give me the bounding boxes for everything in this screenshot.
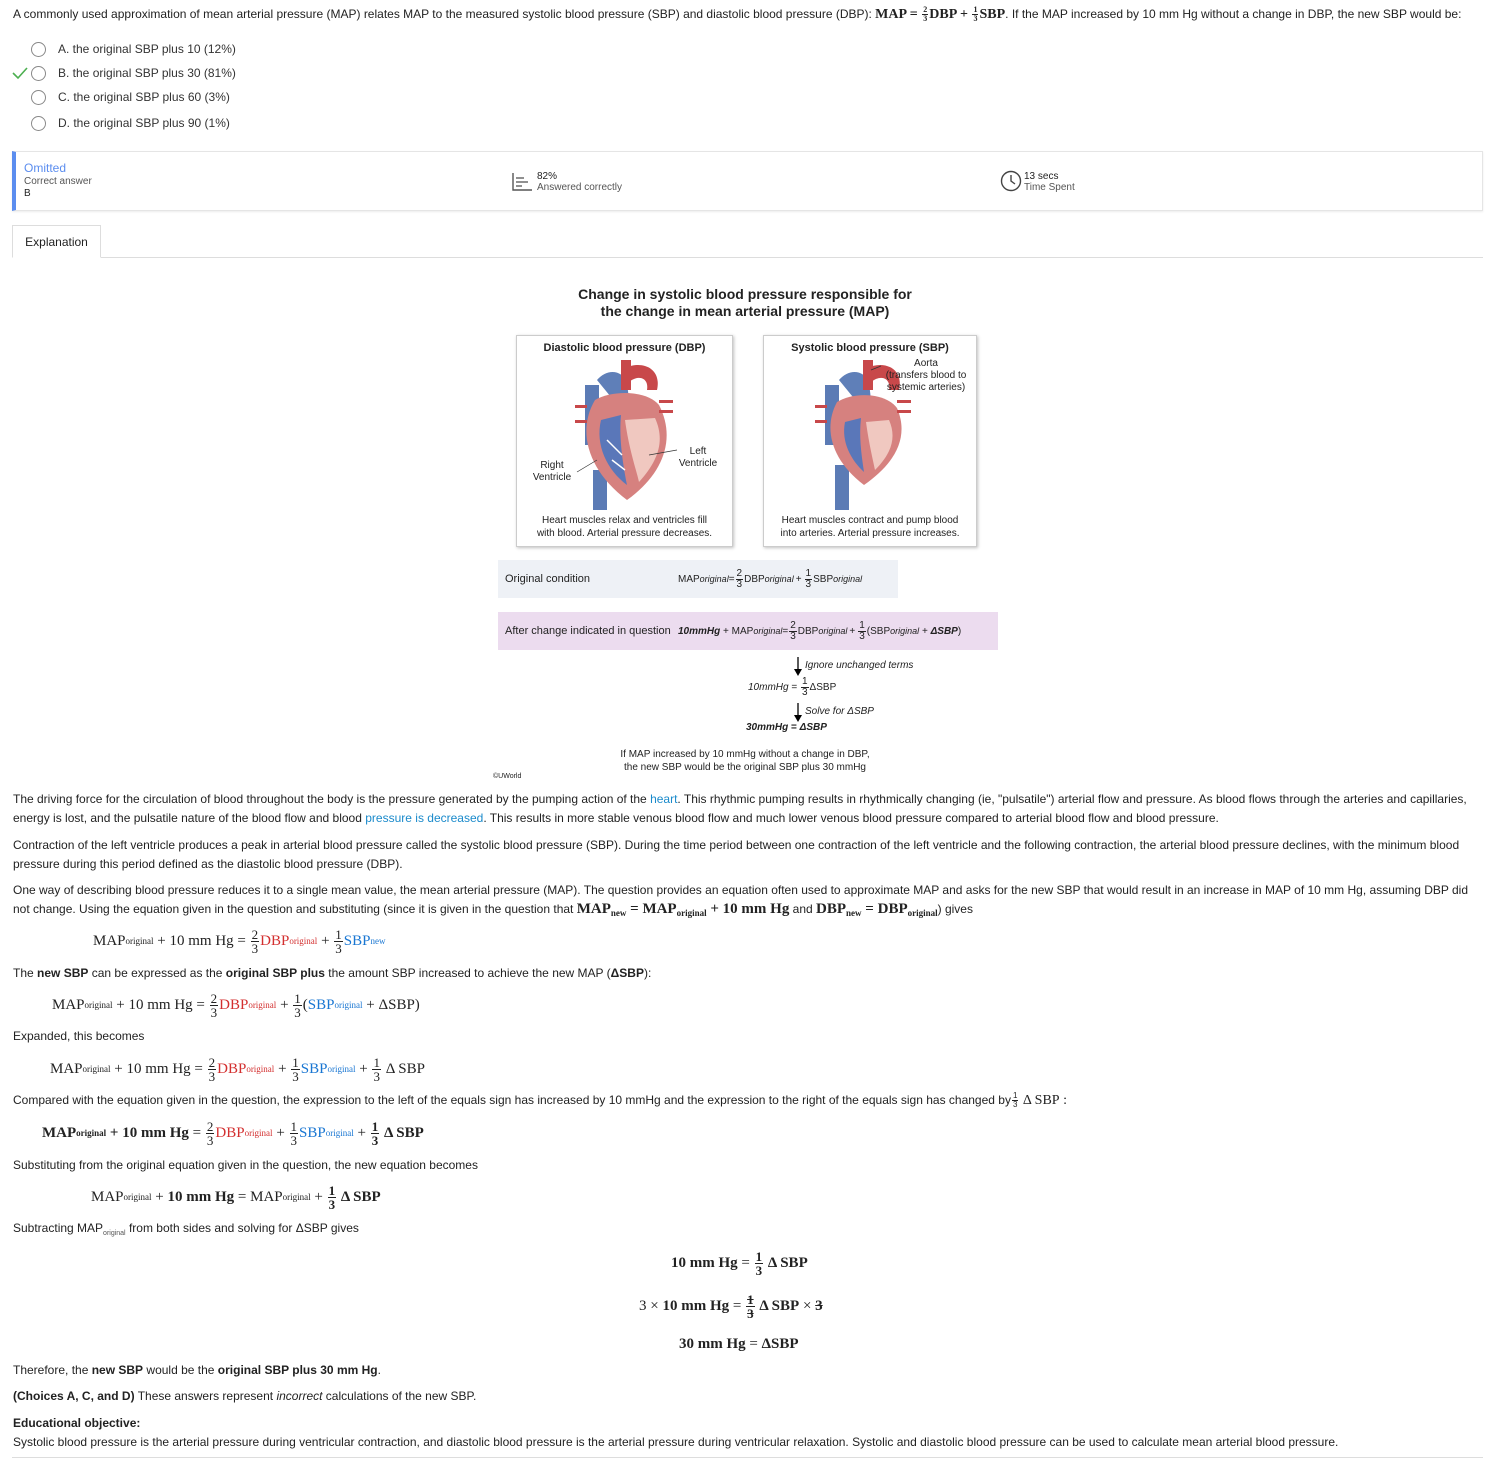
solve-for-label: Solve for ΔSBP (805, 706, 874, 717)
sbp-caption: Heart muscles contract and pump blood into arteries. Arterial pressure increases. (780, 515, 960, 539)
radio-icon[interactable] (31, 90, 46, 105)
after-change-equation: 10mmHg + MAP original = $\frac{2}{3}$ DBP original + $\frac{1}{3}$ ( SBP original + ΔSBP ) (678, 619, 962, 642)
paragraph-7: Substituting from the original equation given in the question, the new equation becomes (13, 1158, 478, 1172)
choice-c[interactable] (31, 88, 230, 106)
tab-divider (12, 257, 1483, 258)
time-value: 13 secs (1024, 171, 1059, 182)
question-stem (13, 6, 1483, 23)
correct-answer-label: Correct answer (24, 176, 92, 187)
radio-icon[interactable] (31, 42, 46, 57)
choice-d[interactable] (31, 114, 230, 132)
choice-b[interactable] (31, 64, 236, 82)
pressure-link[interactable]: pressure is decreased (365, 811, 484, 825)
equation-5: MAP original + 10 mm Hg = MAP original + $\frac{1}{3}$ Δ SBP (91, 1182, 381, 1212)
dbp-panel (516, 335, 733, 547)
dbp-panel-title: Diastolic blood pressure (DBP) (543, 342, 706, 354)
heart-link[interactable]: heart (650, 792, 678, 806)
ignore-unchanged-label: Ignore unchanged terms (805, 660, 914, 671)
left-ventricle-label: Left Ventricle (678, 446, 718, 469)
paragraph-10: (Choices A, C, and D) These answers represent incorrect calculations of the new SBP. (13, 1389, 477, 1403)
heart-relaxed-illustration (567, 360, 687, 510)
sbp-panel-title: Systolic blood pressure (SBP) (791, 342, 949, 354)
step-equation-2: 30mmHg = ΔSBP (746, 722, 827, 733)
choice-label: A. the original SBP plus 10 (12%) (58, 42, 236, 56)
choice-label: B. the original SBP plus 30 (81%) (58, 66, 236, 80)
paragraph-1: The driving force for the circulation of blood throughout the body is the pressure generated by the pumping action of the heart. This rhythmic pumping results in rhythmically changing (ie, "pulsatile") arterial flow and pressure. As blood flows through the arteries and capillaries, energy is lost, and the pulsatile nature of the blood flow and blood pressure is decreased. This results in more stable venous blood flow and much lower venous blood pressure compared to arterial blood flow and blood pressure. (13, 792, 1467, 825)
paragraph-3: One way of describing blood pressure reduces it to a single mean value, the mean arterial pressure (MAP). The question provides an equation often used to approximate MAP and asks for the new SBP that would result in an increase in MAP of 10 mm Hg, assuming DBP did not change. Using the equation given in the question and substituting (since it is given in the question that $MAP_{new} = MAP_{original} + 10$ mm Hg and $DBP_{new} = DBP_{original}$) gives (13, 883, 1469, 918)
equation-8: 30 mm Hg = ΔSBP (679, 1335, 799, 1352)
dbp-caption: Heart muscles relax and ventricles fill with blood. Arterial pressure decreases. (536, 515, 713, 539)
arrow-down-icon (793, 703, 803, 723)
equation-3: MAP original + 10 mm Hg = $\frac{2}{3}$ DBP original + $\frac{1}{3}$ SBP original + $\frac{1}{3}$ Δ SBP (50, 1054, 425, 1084)
original-condition-equation: MAP original = $\frac{2}{3}$ DBP original + $\frac{1}{3}$ SBP original (678, 567, 863, 590)
after-change-label: After change indicated in question (505, 625, 671, 637)
question-formula: MAP = $\frac{2}{3}$ DBP + $\frac{1}{3}$ SBP (875, 5, 1006, 24)
radio-icon[interactable] (31, 116, 46, 131)
equation-1: MAP original + 10 mm Hg = $\frac{2}{3}$ DBP original + $\frac{1}{3}$ SBP new (93, 926, 386, 956)
paragraph-4: The new SBP can be expressed as the original SBP plus the amount SBP increased to achieve the new MAP (ΔSBP): (13, 966, 652, 980)
choice-a[interactable] (31, 40, 236, 58)
equation-7: 3 × 10 mm Hg = $\frac{1}{3}$ Δ SBP × 3 (639, 1291, 823, 1321)
figure-title: Change in systolic blood pressure responsible for the change in mean arterial pressure (MAP) (578, 286, 912, 319)
bottom-divider (12, 1457, 1483, 1458)
objective-text: Systolic blood pressure is the arterial pressure during ventricular contraction, and diastolic blood pressure is the arterial pressure during ventricular relaxation. Systolic and diastolic blood pressure can be used to calculate mean arterial blood pressure. (13, 1435, 1339, 1449)
tab-explanation[interactable]: Explanation (12, 225, 101, 258)
paragraph-8: Subtracting $MAP_{original}$ from both sides and solving for ΔSBP gives (13, 1221, 359, 1237)
equation-2: MAP original + 10 mm Hg = $\frac{2}{3}$ DBP original + $\frac{1}{3}$ ( SBP original + ΔSBP ) (52, 990, 420, 1020)
choice-label: C. the original SBP plus 60 (3%) (58, 90, 230, 104)
percent-label: Answered correctly (537, 182, 623, 193)
question-text-end: . If the MAP increased by 10 mm Hg without a change in DBP, the new SBP would be: (1005, 7, 1462, 21)
status-label: Omitted (24, 161, 67, 175)
stats-bar (12, 151, 1483, 211)
paragraph-2: Contraction of the left ventricle produces a peak in arterial blood pressure called the systolic blood pressure (SBP). During the time period between one contraction of the left ventricle and the following contraction, the arterial blood pressure declines, with the minimum blood pressure during this period defined as the diastolic blood pressure (DBP). (13, 838, 1460, 871)
radio-icon[interactable] (31, 66, 46, 81)
percent-value: 82% (537, 171, 558, 182)
time-label: Time Spent (1024, 182, 1075, 193)
after-change-box (498, 612, 998, 650)
arrow-down-icon (793, 657, 803, 677)
paragraph-9: Therefore, the new SBP would be the original SBP plus 30 mm Hg. (13, 1363, 381, 1377)
paragraph-6: Compared with the equation given in the question, the expression to the left of the equals sign has increased by 10 mmHg and the expression to the right of the equals sign has changed by $\frac{1}{3}$ Δ SBP : (13, 1091, 1067, 1109)
question-text: A commonly used approximation of mean arterial pressure (MAP) relates MAP to the measured systolic blood pressure (SBP) and diastolic blood pressure (DBP): (13, 7, 876, 21)
bar-chart-icon (511, 172, 533, 192)
equation-4: MAP original + 10 mm Hg = $\frac{2}{3}$ DBP original + $\frac{1}{3}$ SBP original + $\frac{1}{3}$ Δ SBP (42, 1118, 424, 1148)
objective-title: Educational objective: (13, 1416, 141, 1430)
correct-check-icon (12, 66, 28, 80)
choice-label: D. the original SBP plus 90 (1%) (58, 116, 230, 130)
paragraph-5: Expanded, this becomes (13, 1029, 145, 1043)
step-equation-1: 10mmHg = $\frac{1}{3}$ ΔSBP (748, 676, 837, 698)
aorta-label: Aorta (transfers blood to systemic arteries) (885, 358, 967, 393)
correct-answer-value: B (24, 188, 31, 199)
figure-conclusion: If MAP increased by 10 mmHg without a change in DBP, the new SBP would be the original SBP plus 30 mmHg (620, 749, 870, 773)
original-condition-label: Original condition (505, 573, 590, 585)
sbp-panel (763, 335, 977, 547)
copyright-label: ©UWorld (493, 773, 522, 780)
original-condition-box (498, 560, 898, 598)
right-ventricle-label: Right Ventricle (532, 460, 572, 483)
clock-icon (1000, 170, 1022, 192)
equation-6: 10 mm Hg = $\frac{1}{3}$ Δ SBP (671, 1248, 808, 1278)
